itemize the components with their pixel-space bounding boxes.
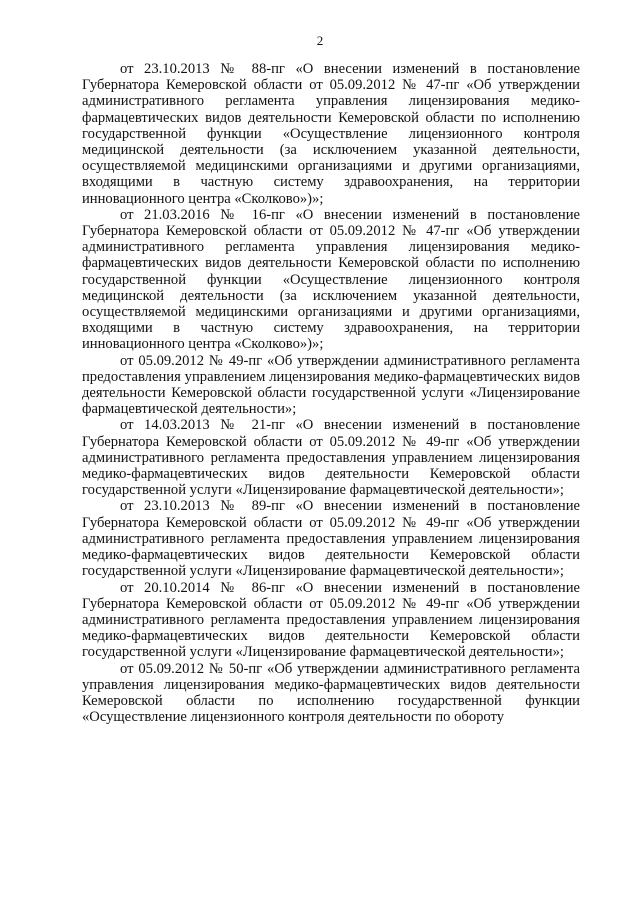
paragraph: от 14.03.2013 № 21-пг «О внесении изменений в постановление Губернатора Кемеровской области от 05.09.2012 № 49-пг «Об утверждении административного регламента предоставления управлением лицензирования медико-фармацевтических видов деятельности Кемеровской области государственной услуги «Лицензирование фармацевтической деятельности»; <box>82 417 580 499</box>
paragraph: от 21.03.2016 № 16-пг «О внесении изменений в постановление Губернатора Кемеровской области от 05.09.2012 № 47-пг «Об утверждении административного регламента управления лицензирования медико-фармацевтических видов деятельности Кемеровской области по исполнению государственной функции «Осуществление лицензионного контроля медицинской деятельности (за исключением указанной деятельности, осуществляемой медицинскими организациями и другими организациями, входящими в частную систему здравоохранения, на территории инновационного центра «Сколково»)»; <box>82 206 580 353</box>
paragraph: от 23.10.2013 № 89-пг «О внесении изменений в постановление Губернатора Кемеровской области от 05.09.2012 № 49-пг «Об утверждении административного регламента предоставления управлением лицензирования медико-фармацевтических видов деятельности Кемеровской области государственной услуги «Лицензирование фармацевтической деятельности»; <box>82 498 580 580</box>
paragraph: от 23.10.2013 № 88-пг «О внесении изменений в постановление Губернатора Кемеровской области от 05.09.2012 № 47-пг «Об утверждении административного регламента управления лицензирования медико-фармацевтических видов деятельности Кемеровской области по исполнению государственной функции «Осуществление лицензионного контроля медицинской деятельности (за исключением указанной деятельности, осуществляемой медицинскими организациями и другими организациями, входящими в частную систему здравоохранения, на территории инновационного центра «Сколково»)»; <box>82 61 580 207</box>
paragraph: от 05.09.2012 № 50-пг «Об утверждении административного регламента управления лицензирования медико-фармацевтических видов деятельности Кемеровской области по исполнению государственной функции «Осуществление лицензионного контроля деятельности по обороту <box>82 660 580 726</box>
paragraph: от 20.10.2014 № 86-пг «О внесении изменений в постановление Губернатора Кемеровской области от 05.09.2012 № 49-пг «Об утверждении административного регламента предоставления управлением лицензирования медико-фармацевтических видов деятельности Кемеровской области государственной услуги «Лицензирование фармацевтической деятельности»; <box>82 579 580 661</box>
page-number: 2 <box>316 33 324 48</box>
document-body <box>82 61 580 725</box>
paragraph: от 05.09.2012 № 49-пг «Об утверждении административного регламента предоставления управлением лицензирования медико-фармацевтических видов деятельности Кемеровской области государственной услуги «Лицензирование фармацевтической деятельности»; <box>82 352 580 418</box>
